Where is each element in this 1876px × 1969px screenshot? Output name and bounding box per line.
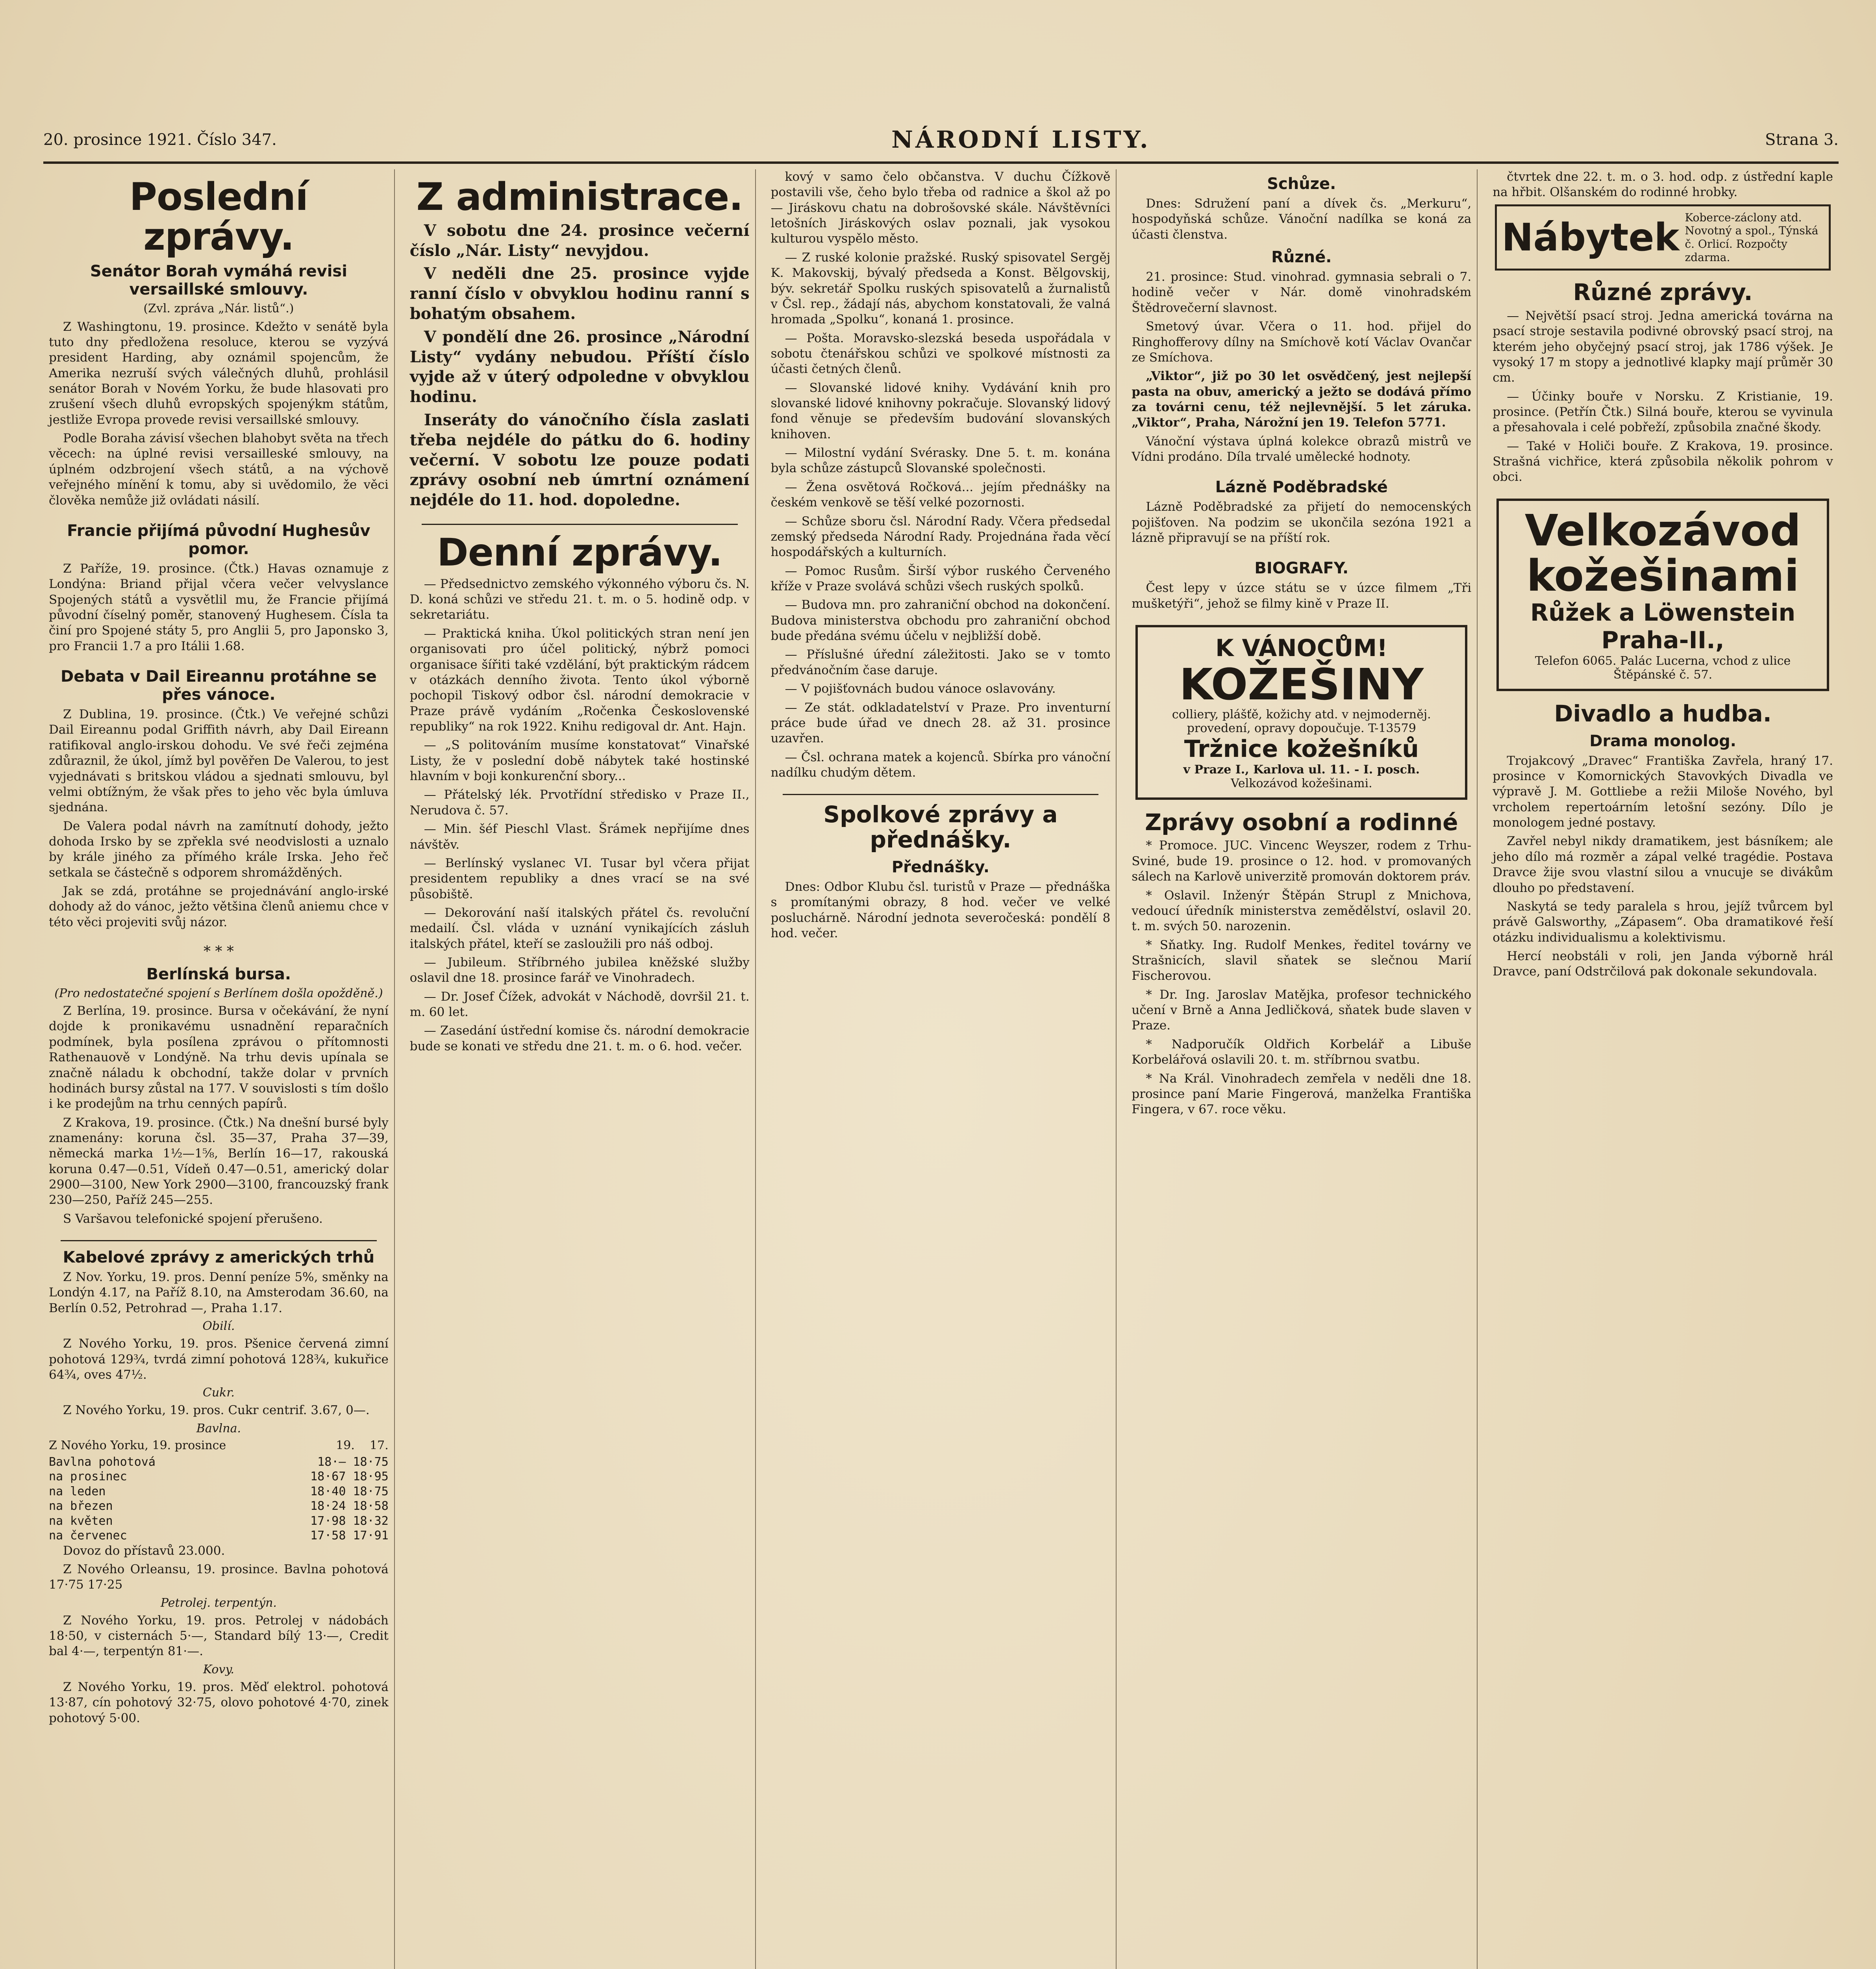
article-paragraph: — Berlínský vyslanec VI. Tusar byl včera přijat presidentem republiky a dnes vrací se na své působiště. [409,856,750,901]
section-heading: Divadlo a hudba. [1554,700,1772,727]
article-paragraph: Z Krakova, 19. prosince. (Čtk.) Na dnešní bursé byly znamenány: koruna čsl. 35—37, Praha 37—39, německá marka 1½—1⅝, Berlín 16—17, rakouská koruna 0.47—0.51, Vídeň 0.47—0.51, americký dolar 2900—3100, New York 2900—3100, francouzský frank 230—250, Paříž 245—255. [49,1115,389,1207]
market-subhead: Cukr. [202,1386,235,1400]
table-cell: na prosinec [49,1470,127,1484]
article-headline: Francie přijímá původní Hughesův pomor. [67,521,370,558]
furniture-advert [1495,204,1831,271]
article-paragraph: Dnes: Sdružení paní a dívek čs. „Merkuru“, hospodyňská schůze. Vánoční nadílka se koná za účasti členstva. [1132,197,1472,242]
column-3 [765,169,1117,1969]
article-paragraph: — Pošta. Moravsko-slezská beseda uspořádala v sobotu čtenářskou schůzi ve spolkové místnosti za účasti četných členů. [770,331,1111,376]
notice-paragraph: V neděli dne 25. prosince vyjde ranní číslo v obvyklou hodinu ranní s bohatým obsahem. [409,264,750,323]
article-paragraph: * Promoce. JUC. Vincenc Weyszer, rodem z Trhu-Sviné, bude 19. prosince o 12. hod. v promovaných sálech na Karlově univerzitě promován doktorem práv. [1132,838,1472,884]
section-heading: Z administrace. [416,175,743,219]
advert-title-2: kožešinami [1526,551,1799,601]
cotton-table-title: Z Nového Yorku, 19. prosince [49,1438,226,1452]
table-cell: 18·58 [353,1499,389,1513]
column-2 [404,169,756,1969]
article-paragraph: — Praktická kniha. Úkol politických stran není jen organisovati pro účel politický, nýbrž pomoci organisace šířiti také vzdělání, být praktickým rádcem v otázkách denního života. Tento úkol výborně pochopil Tiskový odbor čsl. národní demokracie v Praze právě vydáním „Ročenka Československé republiky“ na rok 1922. Knihu redigoval dr. Ant. Hajn. [409,626,750,734]
separator-stars: * * * [203,944,234,960]
article-paragraph: De Valera podal návrh na zamítnutí dohody, ježto dohoda Irsko by se zpřekla své neodvislosti a uznalo by krále jiného za přímého krále Irska. Jeho řeč setkala se částečně s odporem shromážděných. [49,819,389,880]
advert-paragraph: „Viktor“, již po 30 let osvědčený, jest nejlepší pasta na obuv, americký a ježto se dodává přímo za továrni cenu, též nejlevnější. 5 let záruka. „Viktor“, Praha, Nárožní jen 19. Telefon 5771. [1132,369,1472,430]
advert-footer: Velkozávod kožešinami. [1231,776,1372,790]
daily-news-continued [771,169,1111,781]
section-heading: Denní zprávy. [437,530,722,575]
article-paragraph: — „S politováním musíme konstatovat“ Vinařské Listy, že v poslední době nábytek také hostinské hlavním v boji konkurenční sbory... [409,738,750,784]
table-cell: 18·24 [310,1499,346,1513]
article-paragraph: — Účinky bouře v Norsku. Z Kristianie, 19. prosince. (Petřín Čtk.) Silná bouře, kterou se vyvinula a přesahovala i celé pobřeží, způsobila značné škody. [1493,389,1833,435]
article [49,965,389,1227]
table-cell: 17·98 [310,1514,346,1528]
article [49,522,389,654]
article [49,667,389,930]
article-paragraph: — Min. šéf Pieschl Vlast. Šrámek nepřijíme dnes návštěv. [409,822,750,852]
cotton-table-header [49,1439,389,1452]
section-heading: Poslední zprávy. [129,175,308,259]
table-row [49,1514,389,1529]
market-subhead: Petrolej. terpentýn. [160,1596,277,1610]
table-cell: na březen [49,1499,113,1513]
article-headline: Lázně Poděbradské [1215,478,1388,497]
theatre-music [1493,701,1833,980]
cotton-col: 19. [336,1438,355,1452]
fur-company-advert [1496,499,1829,691]
article-paragraph: Z Nového Yorku, 19. pros. Cukr centrif. 3.67, 0—. [63,1403,370,1418]
advert-title: Velkozávod [1524,505,1801,556]
table-cell: 17·91 [353,1529,389,1543]
cinemas [1132,559,1471,612]
advert-company: Růžek a Löwenstein [1530,599,1796,627]
latest-news [49,177,389,508]
article-headline: Debata v Dail Eireannu protáhne se přes vánoce. [61,667,377,704]
article-paragraph: Zavřel nebyl nikdy dramatikem, jest básníkem; ale jeho dílo má rozměr a zápal velké tragédie. Postava Dravce žije svou vlastní silou a vnucuje se divákům dlouho po představení. [1493,834,1833,895]
article-paragraph: — Schůze sboru čsl. Národní Rady. Včera předsedal zemský předseda Národní Rady. Projednána řada věcí hospodářských a kulturních. [770,514,1111,560]
market-subhead: Obilí. [202,1319,235,1333]
section-subheading: Přednášky. [891,858,990,876]
newspaper-title: NÁRODNÍ LISTY. [891,126,1150,154]
issue-date: 20. prosince 1921. Číslo 347. [43,131,277,149]
article-paragraph: — Příslušné úřední záležitosti. Jako se v tomto předvánočním čase daruje. [770,647,1111,677]
article-headline: Berlínská bursa. [146,965,291,984]
divider [783,794,1099,795]
column-4 [1126,169,1478,1969]
personal-news [1132,810,1471,1118]
advert-heading: K VÁNOCŮM! [1215,634,1388,662]
advert-title: Nábytek [1502,215,1680,260]
article-paragraph: — Také v Holiči bouře. Z Krakova, 19. prosince. Strašná vichřice, která způsobila několik pohrom v obci. [1493,439,1833,484]
article-paragraph: Z Nového Yorku, 19. pros. Petrolej v nádobách 18·50, v cisternách 5·—, Standard bílý 13·—, Credit bal 4·—, terpentýn 81·—. [49,1613,389,1659]
article-paragraph: * Dr. Ing. Jaroslav Matějka, profesor technického učení v Brně a Anna Jedličková, sňatek bude slaven v Praze. [1132,987,1472,1033]
article-paragraph: Z Dublina, 19. prosince. (Čtk.) Ve veřejné schůzi Dail Eireannu podal Griffith návrh, aby Dail Eireann ratifikoval anglo-irskou dohodu. Ve své řeči zejména zdůraznil, že úkol, jímž byl pověřen De Valerou, to jest vyjednávati s britskou vládou a sjednati smlouvu, byl velmi obtížným, že však přes to jeho věc byla úmluva sjednána. [49,707,389,815]
masthead [43,118,1839,164]
daily-news [409,530,750,1054]
cotton-table [49,1455,389,1543]
article-paragraph: Čest lepy v úzce státu se v úzce filmem „Tři mušketýři“, jehož se filmy kině v Praze II. [1132,581,1472,611]
market-report [49,1248,389,1726]
article-paragraph: Z Nového Yorku, 19. pros. Měď elektrol. pohotová 13·87, cín pohotový 32·75, olovo pohotové 4·70, zinek pohotový 5·00. [49,1680,389,1725]
notice-paragraph: Inseráty do vánočního čísla zaslati třeba nejdéle do pátku do 6. hodiny večerní. V sobotu lze pouze podati zprávy osobní neb úmrtní oznámení nejdéle do 11. hod. dopoledne. [409,410,750,510]
article-paragraph: Jak se zdá, protáhne se projednávání anglo-irské dohody až do vánoc, ježto většina členů aniemu chce v této věci projeviti svůj názor. [49,884,389,929]
article-paragraph: Hercí neobstáli v roli, jen Janda výborně hrál Dravce, paní Odstrčilová pak dokonale sekundovala. [1493,949,1833,979]
table-cell: 18·75 [353,1484,389,1498]
column-1 [43,169,395,1969]
article-paragraph: Dnes: Odbor Klubu čsl. turistů v Praze — přednáška s promítanými obrazy, 8 hod. večer ve velké posluchárně. Národní jednota severočeská: pondělí 8 hod. večer. [770,879,1111,940]
advert-city: Praha-II., [1601,626,1724,654]
section-heading: Spolkové zprávy a přednášky. [823,801,1058,853]
article-paragraph: — Předsednictvo zemského výkonného výboru čs. N. D. koná schůzi ve středu 21. t. m. o 5. hodině odp. v sekretariátu. [409,577,750,622]
market-subhead: Kovy. [203,1662,234,1676]
article-paragraph: Z Berlína, 19. prosince. Bursa v očekávání, že nyní dojde k pronikavému usnadnění reparačních podmínek, byla posílena zprávou o přítomnosti Rathenauově v Londýně. Na trhu devis upínala se značně náladu k obchodní, takže dolar v prvních hodinách bursy zůstal na 177. V souvislosti s tím došlo i ke prodejům na trhu cenných papírů. [49,1004,389,1111]
article-paragraph: Z Washingtonu, 19. prosince. Kdežto v senátě byla tuto dny předložena resoluce, kterou se vyzývá president Harding, aby oznámil spojencům, že Amerika nezruší svých válečných dluhů, prohlásil senátor Borah v Novém Yorku, že bude hlasovati pro zrušení všech dluhů evropských spojenýkm státům, jestliže Evropa provede revisi versaillské smlouvy. [49,319,389,427]
table-row [49,1499,389,1514]
spa-notice [1132,478,1471,546]
section-heading: Zprávy osobní a rodinné [1145,808,1458,836]
section-heading: BIOGRAFY. [1254,559,1349,578]
fur-advert [1135,625,1467,800]
article-paragraph: * Nadporučík Oldřich Korbelář a Libuše Korbelářová oslavili 20. t. m. stříbrnou svatbu. [1132,1037,1472,1067]
section-heading: Různé. [1271,248,1332,267]
article-headline: Senátor Borah vymáhá revisi versaillské smlouvy. [90,262,347,299]
table-cell: 18·32 [353,1514,389,1528]
divider [61,1240,377,1241]
article-paragraph: kový v samo čelo občanstva. V duchu Čížkově postavili vše, čeho bylo třeba od radnice a škol až po — Jiráskovu chatu na dobrošovské skále. Návštěvníci letošních Jiráskových oslav poznali, jak vysokou kulturou vyspělo město. [770,170,1111,246]
notice-paragraph: V sobotu dne 24. prosince večerní číslo „Nár. Listy“ nevyjdou. [409,221,750,260]
article-paragraph: — Pomoc Rusům. Širší výbor ruského Červeného kříže v Praze svolává schůzi všech ruských spolků. [770,564,1111,593]
article-paragraph: — Dekorování naší italských přátel čs. revoluční medailí. Čsl. vláda v uznání vynikajících zásluh italských přátel, kteří se zasloužili pro náš odboj. [409,905,750,951]
article-paragraph: * Na Král. Vinohradech zemřela v neděli dne 18. prosince paní Marie Fingerová, manželka Františka Fingera, v 67. roce věku. [1132,1071,1472,1117]
article-paragraph: — Největší psací stroj. Jedna americká továrna na psací stroje sestavila podivné obrovský psací stroj, na kterém jeho obyčejný psací stroj, jak 1786 výšek. Je vysoký 17 m stopy a jednotlivé klapky mají průměr 30 cm. [1493,308,1833,385]
table-cell: na červenec [49,1529,127,1543]
market-subhead: Bavlna. [196,1421,241,1435]
various-news [1493,280,1833,485]
article-headline: Kabelové zprávy z amerických trhů [63,1248,375,1267]
divider [422,524,738,525]
table-cell: na květen [49,1514,113,1528]
article-paragraph: Dovoz do přístavů 23.000. [63,1543,225,1558]
article-paragraph: Z Paříže, 19. prosince. (Čtk.) Havas oznamuje z Londýna: Briand přijal včera večer velvyslance Spojených států a vysvětlil mu, že Francie přijímá původní číselný poměr, stanovený Hughesem. Čísla ta činí pro Spojené státy 5, pro Anglii 5, pro Japonsko 3, pro Francii 1.7 a pro Itálii 1.68. [49,561,389,653]
article-paragraph: Naskytá se tedy paralela s hrou, jejíž tvůrcem byl právě Galsworthy, „Zápasem“. Oba dramatikové řeší otázku individualismu a kolektivismu. [1493,899,1833,945]
article-paragraph: čtvrtek dne 22. t. m. o 3. hod. odp. z ústřední kaple na hřbit. Olšanském do rodinné hrobky. [1493,170,1833,200]
article-paragraph: Trojakcový „Dravec“ Františka Zavřela, hraný 17. prosince v Komornických Stavovkých Divadla ve výpravě J. M. Gottliebe a režii Miloše Nového, byl vrcholem repertoárním letošní sezóny. Dílo je monologem jedné postavy. [1493,753,1833,830]
page-number: Strana 3. [1765,131,1839,149]
article-paragraph: — Dr. Josef Čížek, advokát v Náchodě, dovršil 21. t. m. 60 let. [409,989,750,1020]
advert-address: Telefon 6065. Palác Lucerna, vchod z ulice Štěpánské č. 57. [1535,654,1791,682]
article-byline: (Zvl. zpráva „Nár. listů“.) [143,301,294,315]
article-paragraph: — Milostní vydání Svérasky. Dne 5. t. m. konána byla schůze zástupců Slovanské společnosti. [770,446,1111,476]
article-paragraph: S Varšavou telefonické spojení přerušeno. [63,1211,323,1226]
article-paragraph: — V pojišťovnách budou vánoce oslavovány. [785,682,1056,696]
section-heading: Různé zprávy. [1573,279,1753,306]
article-paragraph: — Ze stát. odkladatelství v Praze. Pro inventurní práce bude úřad ve dnech 28. až 31. prosince uzavřen. [770,700,1111,746]
cotton-col: 17. [370,1438,389,1452]
columns [43,169,1839,1969]
article-paragraph: — Přátelský lék. Prvotřídní středisko v Praze II., Nerudova č. 57. [409,788,750,818]
meetings [1132,175,1471,465]
table-cell: 18·95 [353,1470,389,1484]
table-cell: Bavlna pohotová [49,1455,156,1469]
article-paragraph: * Oslavil. Inženýr Štěpán Strupl z Mnichova, vedoucí úředník ministerstva zemědělství, oslavil 20. t. m. svých 50. narozenin. [1132,888,1472,934]
article-paragraph: — Čsl. ochrana matek a kojenců. Sbírka pro vánoční nadílku chudým dětem. [770,750,1111,780]
administration-notice [410,177,750,510]
table-cell: 17·58 [310,1529,346,1543]
article-paragraph: — Žena osvětová Ročková... jejím přednášky na českém venkově se těší velké pozornosti. [770,480,1111,510]
column-5 [1487,169,1839,1969]
advert-company: Tržnice kožešníků [1184,735,1419,763]
article-subhead: (Pro nedostatečné spojení s Berlínem došla opožděně.) [54,986,383,1001]
table-row [49,1528,389,1543]
article-paragraph: Vánoční výstava úplná kolekce obrazů mistrů ve Vídni prodáno. Díla trvalé umělecké hodnoty. [1132,434,1472,464]
advert-text: Koberce-záclony atd. Novotný a spol., Týnská č. Orlicí. Rozpočty zdarma. [1685,211,1819,264]
article-paragraph: * Sňatky. Ing. Rudolf Menkes, ředitel továrny ve Strašnicích, slavil sňatek se slečnou Marií Fischerovou. [1132,938,1472,983]
table-cell: 18·40 [310,1484,346,1498]
article-paragraph: — Jubileum. Stříbrného jubilea kněžské služby oslavil dne 18. prosince farář ve Vinohradech. [409,955,750,985]
article-paragraph: Lázně Poděbradské za přijetí do nemocenských pojišťoven. Na podzim se ukončila sezóna 1921 a lázně připravují se na příští rok. [1132,500,1472,545]
table-cell: na leden [49,1484,106,1498]
association-news [771,802,1111,941]
section-subheading: Drama monolog. [1589,732,1736,750]
table-cell: 18·— [317,1455,346,1469]
section-heading: Schůze. [1267,175,1336,193]
article-paragraph: Smetový úvar. Včera o 11. hod. přijel do Ringhofferovy dílny na Smíchově kotí Václav Ovančar ze Smíchova. [1132,319,1472,365]
article-paragraph: — Slovanské lidové knihy. Vydávání knih pro slovanské lidové knihovny pokračuje. Slovanský lidový fond věnuje se především budování slovanských knihoven. [770,380,1111,441]
table-row [49,1455,389,1470]
article-paragraph: Podle Boraha závisí všechen blahobyt světa na třech věcech: na úplné revisi versailleské smlouvy, na úplném odzbrojení všech států, a na výchově veřejného mínění k tomu, aby si uvědomilo, že věci člověka nemůže již ovládati násilí. [49,431,389,508]
article-paragraph: Z Nového Orleansu, 19. prosince. Bavlna pohotová 17·75 17·25 [49,1562,389,1592]
advert-address: v Praze I., Karlova ul. 11. - I. posch. [1183,762,1420,777]
article-paragraph: Z Nov. Yorku, 19. pros. Denní peníze 5%, směnky na Londýn 4.17, na Paříž 8.10, na Amsterodam 36.60, na Berlín 0.52, Petrohrad —, Praha 1.17. [49,1270,389,1315]
table-row [49,1484,389,1499]
advert-text: colliery, plášťě, kožichy atd. v nejmoderněj. provedení, opravy dopoučuje. T-13579 [1172,707,1431,735]
table-cell: 18·75 [353,1455,389,1469]
advert-title: KOŽEŠINY [1179,659,1424,710]
notice-paragraph: V pondělí dne 26. prosince „Národní Listy“ vydány nebudou. Příští číslo vyjde až v úterý odpoledne v obvyklou hodinu. [409,327,750,406]
table-row [49,1469,389,1484]
article-paragraph: Z Nového Yorku, 19. pros. Pšenice červená zimní pohotová 129¾, tvrdá zimní pohotová 128¾, kukuřice 64¾, oves 47½. [49,1337,389,1382]
article-paragraph: — Zasedání ústřední komise čs. národní demokracie bude se konati ve středu dne 21. t. m. o 6. hod. večer. [409,1023,750,1053]
article-paragraph: — Budova mn. pro zahraniční obchod na dokončení. Budova ministerstva obchodu pro zahraniční obchod bude předána svému účelu v nejbližší době. [770,598,1111,643]
table-cell: 18·67 [310,1470,346,1484]
article-paragraph: 21. prosince: Stud. vinohrad. gymnasia sebrali o 7. hodině večer v Nár. domě vinohradském Štědrovečerní slavnost. [1132,270,1472,315]
article-paragraph: — Z ruské kolonie pražské. Ruský spisovatel Sergěj K. Makovskij, bývalý předseda a Konst. Bělgovskij, býv. sekretář Spolku ruských spisovatelů a žurnalistů v Čsl. rep., žádají nás, abychom konstatovali, že valná hromada „Spolku“, konaná 1. prosince. [770,250,1111,327]
